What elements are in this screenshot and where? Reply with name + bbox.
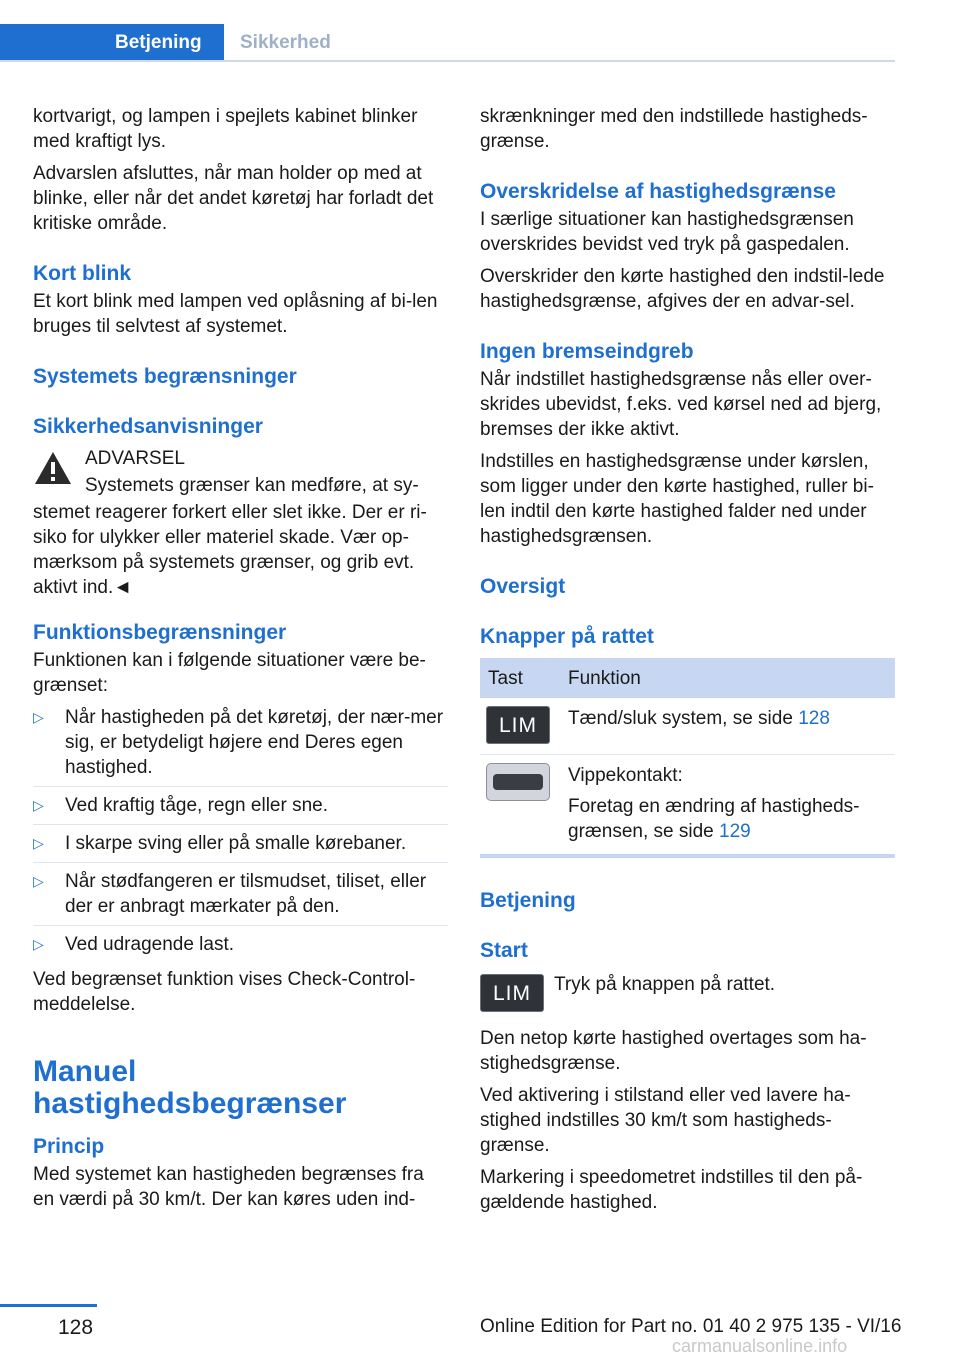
heading-manuel-hastighedsbegraenser: Manuel hastighedsbegrænser: [33, 1055, 347, 1120]
triangle-right-icon: ▷: [33, 873, 44, 889]
lim-button-icon: LIM: [480, 974, 544, 1012]
list-item: ▷ I skarpe sving eller på smalle kørebaner.: [33, 824, 448, 862]
tab-betjening[interactable]: Betjening: [0, 24, 224, 62]
heading-systemets-begraensninger: Systemets begrænsninger: [33, 365, 297, 388]
paragraph: Advarslen afsluttes, når man holder op med at blinke, eller når det andet køretøj har forladt det kritiske område.: [33, 163, 434, 234]
heading-kort-blink: Kort blink: [33, 262, 131, 285]
triangle-right-icon: ▷: [33, 797, 44, 813]
heading-overskridelse: Overskridelse af hastighedsgrænse: [480, 180, 836, 203]
heading-sikkerhedsanvisninger: Sikkerhedsanvisninger: [33, 415, 263, 438]
triangle-right-icon: ▷: [33, 936, 44, 952]
right-column: [480, 104, 895, 1222]
footer-rule: [0, 1304, 97, 1307]
paragraph: Funktionen kan i følgende situationer være be-grænset:: [33, 650, 426, 696]
edition-text: Online Edition for Part no. 01 40 2 975 135 - VI/16: [480, 1316, 902, 1337]
paragraph: Når indstillet hastighedsgrænse nås eller over-skrides ubevidst, f.eks. ved kørsel ned ad bjerg, bremses der ikke aktivt.: [480, 369, 882, 440]
warning-text: Systemets grænser kan medføre, at sy-: [85, 475, 419, 496]
rocker-switch-icon: [486, 763, 550, 801]
warning-block: [33, 446, 448, 600]
list-item: ▷ Når hastigheden på det køretøj, der nær-mer sig, er betydeligt højere end Deres egen hastighed.: [33, 707, 444, 778]
heading-oversigt: Oversigt: [480, 575, 566, 598]
start-instruction: LIM Tryk på knappen på rattet.: [480, 972, 895, 1012]
heading-ingen-bremseindgreb: Ingen bremseindgreb: [480, 340, 694, 363]
heading-princip: Princip: [33, 1135, 105, 1158]
heading-start: Start: [480, 939, 528, 962]
triangle-right-icon: ▷: [33, 835, 44, 851]
paragraph: Et kort blink med lampen ved oplåsning af bi-len bruges til selvtest af systemet.: [33, 291, 438, 337]
left-column: [33, 104, 448, 1219]
table-cell: Vippekontakt: Foretag en ændring af hastigheds-grænsen, se side 129: [560, 755, 895, 857]
paragraph: Markering i speedometret indstilles til den på-gældende hastighed.: [480, 1167, 863, 1213]
warning-triangle-icon: [33, 450, 73, 486]
warning-title: ADVARSEL: [85, 448, 185, 469]
triangle-right-icon: ▷: [33, 709, 44, 725]
table-row: [480, 755, 895, 857]
page-link[interactable]: 129: [719, 821, 751, 842]
paragraph: Indstilles en hastighedsgrænse under kørslen, som ligger under den kørte hastighed, ruller bi-len indtil den kørte hastighed falder ned under hastighedsgrænsen.: [480, 451, 874, 547]
limitations-list: [33, 705, 448, 963]
table-header-row: [480, 658, 895, 698]
table-cell: Tænd/sluk system, se side 128: [560, 698, 895, 755]
lim-button-icon: LIM: [486, 706, 550, 744]
paragraph: Ved aktivering i stilstand eller ved lavere ha-stighed indstilles 30 km/t som hastigheds-grænse.: [480, 1085, 851, 1156]
list-item: ▷ Ved udragende last.: [33, 925, 448, 963]
watermark: carmanualsonline.info: [672, 1336, 848, 1356]
heading-knapper-paa-rattet: Knapper på rattet: [480, 625, 654, 648]
paragraph: kortvarigt, og lampen i spejlets kabinet blinker med kraftigt lys.: [33, 106, 418, 152]
paragraph: Med systemet kan hastigheden begrænses fra en værdi på 30 km/t. Der kan køres uden ind-: [33, 1164, 424, 1210]
page-link[interactable]: 128: [798, 708, 830, 729]
tab-sikkerhed[interactable]: Sikkerhed: [240, 32, 331, 53]
column-header-tast: Tast: [480, 658, 560, 698]
paragraph: Ved begrænset funktion vises Check-Control-meddelelse.: [33, 969, 416, 1015]
heading-funktionsbegraensninger: Funktionsbegrænsninger: [33, 621, 287, 644]
paragraph: Overskrider den kørte hastighed den indstil-lede hastighedsgrænse, afgives der en advar-sel.: [480, 266, 885, 312]
page-number: 128: [58, 1316, 94, 1339]
paragraph: Den netop kørte hastighed overtages som ha-stighedsgrænse.: [480, 1028, 867, 1074]
header-divider: [0, 60, 895, 62]
buttons-table: [480, 658, 895, 858]
heading-betjening: Betjening: [480, 889, 576, 912]
paragraph: I særlige situationer kan hastighedsgrænsen overskrides bevidst ved tryk på gaspedalen.: [480, 209, 854, 255]
warning-text-continued: stemet reagerer forkert eller slet ikke. Der er ri-siko for ulykker eller materiel skade. Vær op-mærksom på systemets grænser, og grib evt. aktivt ind.◄: [33, 502, 427, 598]
table-row: [480, 698, 895, 755]
paragraph: skrænkninger med den indstillede hastigheds-grænse.: [480, 106, 868, 152]
column-header-funktion: Funktion: [560, 658, 895, 698]
list-item: ▷ Når stødfangeren er tilsmudset, tiliset, eller der er anbragt mærkater på den.: [33, 862, 448, 925]
list-item: ▷ Ved kraftig tåge, regn eller sne.: [33, 786, 448, 824]
page-header: [0, 24, 895, 62]
